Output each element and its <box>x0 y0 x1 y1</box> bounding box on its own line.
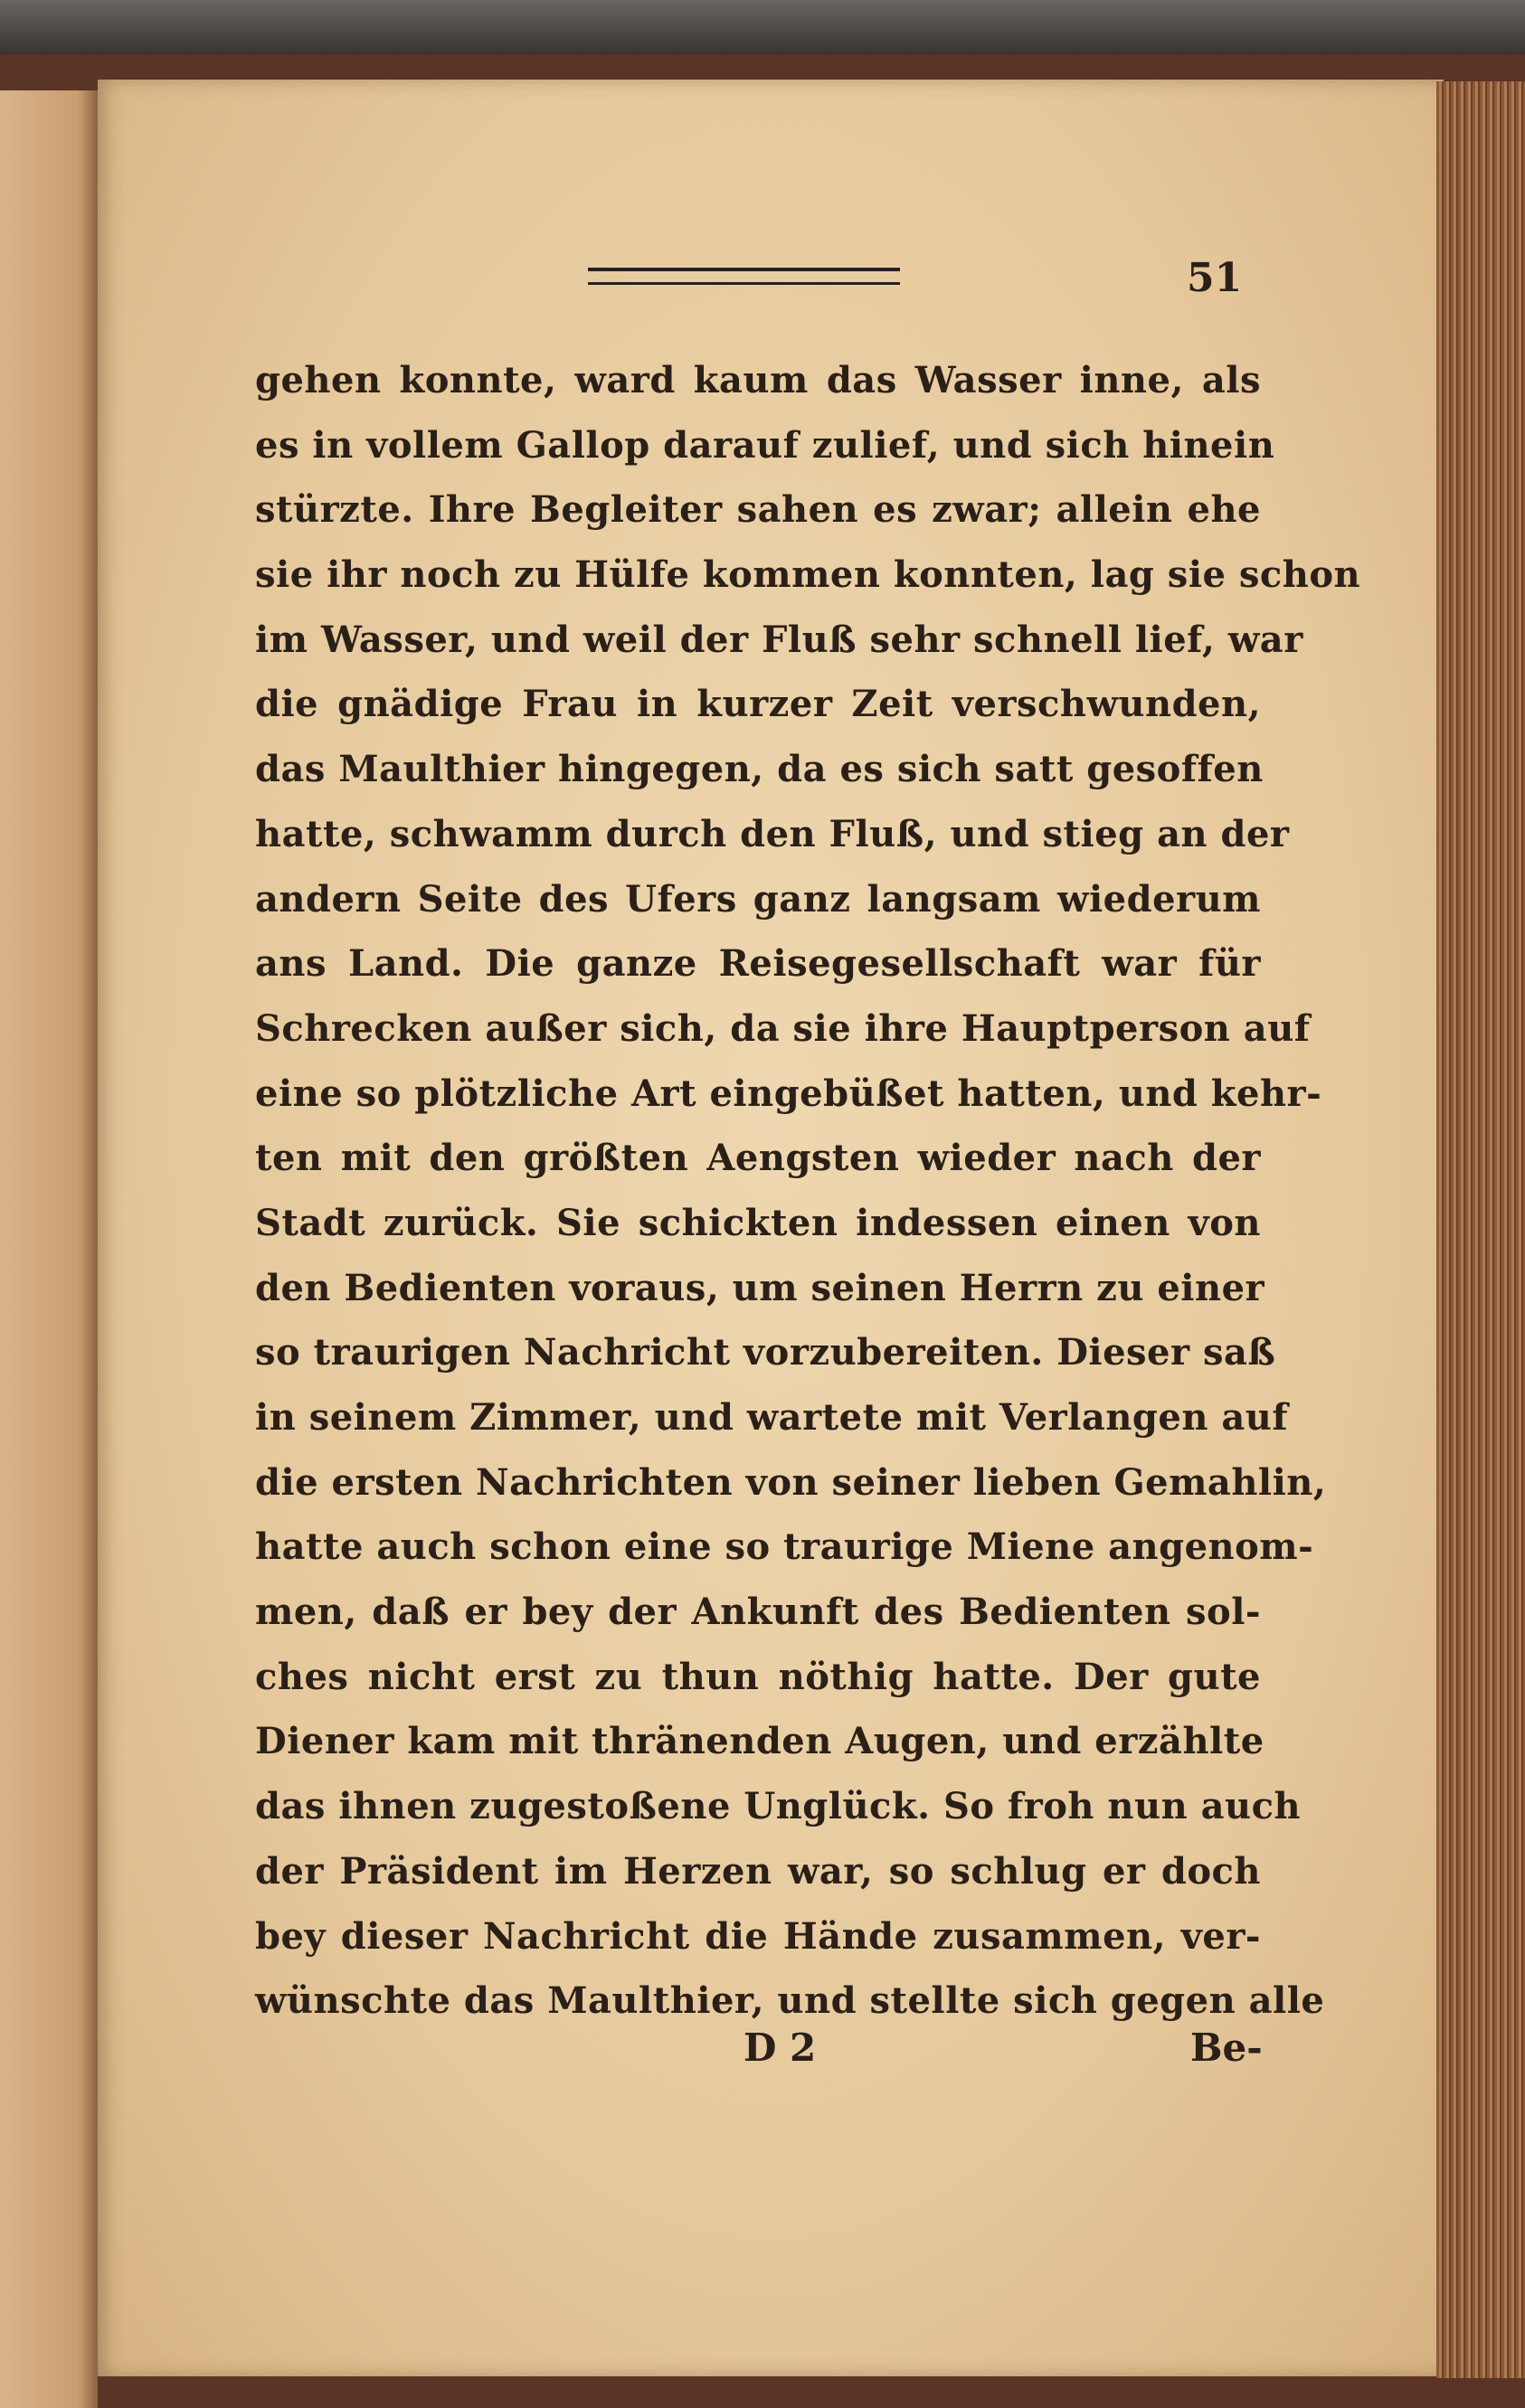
body-text <box>255 348 1361 2034</box>
text-line: ches nicht erst zu thun nöthig hatte. Der gute <box>255 1655 1261 1698</box>
text-line: ten mit den größten Aengsten wieder nach der <box>255 1137 1261 1180</box>
text-line: es in vollem Gallop darauf zulief, und sich hinein <box>255 423 1275 467</box>
text-line: sie ihr noch zu Hülfe kommen konnten, lag sie schon <box>255 553 1361 597</box>
text-line: Stadt zurück. Sie schickten indessen einen von <box>255 1201 1261 1244</box>
text-line: ans Land. Die ganze Reisegesellschaft war für <box>255 942 1261 986</box>
text-line: Diener kam mit thränenden Augen, und erzählte <box>255 1720 1265 1763</box>
text-line: die ersten Nachrichten von seiner lieben Gemahlin, <box>255 1460 1327 1504</box>
text-line: bey dieser Nachricht die Hände zusammen, ver- <box>255 1914 1261 1958</box>
header-rule <box>588 268 900 285</box>
text-line: Schrecken außer sich, da sie ihre Hauptperson auf <box>255 1006 1311 1050</box>
text-line: das ihnen zugestoßene Unglück. So froh nun auch <box>255 1785 1302 1828</box>
text-line: gehen konnte, ward kaum das Wasser inne, als <box>255 359 1261 401</box>
text-line: so traurigen Nachricht vorzubereiten. Dieser saß <box>255 1331 1276 1374</box>
text-line: im Wasser, und weil der Fluß sehr schnell lief, war <box>255 618 1303 661</box>
text-line: stürzte. Ihre Begleiter sahen es zwar; allein ehe <box>255 488 1261 532</box>
text-line: andern Seite des Ufers ganz langsam wiederum <box>255 877 1261 921</box>
text-line: men, daß er bey der Ankunft des Bedienten sol- <box>255 1591 1261 1634</box>
catchword: Be- <box>1190 2026 1263 2070</box>
text-line: wünschte das Maulthier, und stellte sich gegen alle <box>255 1979 1325 2023</box>
page-stack-edge <box>1436 81 1525 2378</box>
text-line: hatte auch schon eine so traurige Miene angenom- <box>255 1525 1314 1569</box>
signature-mark: D 2 <box>744 2026 817 2070</box>
text-line: hatte, schwamm durch den Fluß, und stieg an der <box>255 812 1290 855</box>
text-line: der Präsident im Herzen war, so schlug er doch <box>255 1849 1261 1893</box>
page-number: 51 <box>1187 255 1243 301</box>
left-page-edge <box>0 90 98 2408</box>
text-line: den Bedienten voraus, um seinen Herrn zu einer <box>255 1266 1265 1309</box>
text-line: in seinem Zimmer, und wartete mit Verlangen auf <box>255 1396 1289 1439</box>
text-line: eine so plötzliche Art eingebüßet hatten, und kehr- <box>255 1072 1322 1115</box>
text-line: die gnädige Frau in kurzer Zeit verschwunden, <box>255 683 1261 726</box>
text-line: das Maulthier hingegen, da es sich satt gesoffen <box>255 748 1264 791</box>
